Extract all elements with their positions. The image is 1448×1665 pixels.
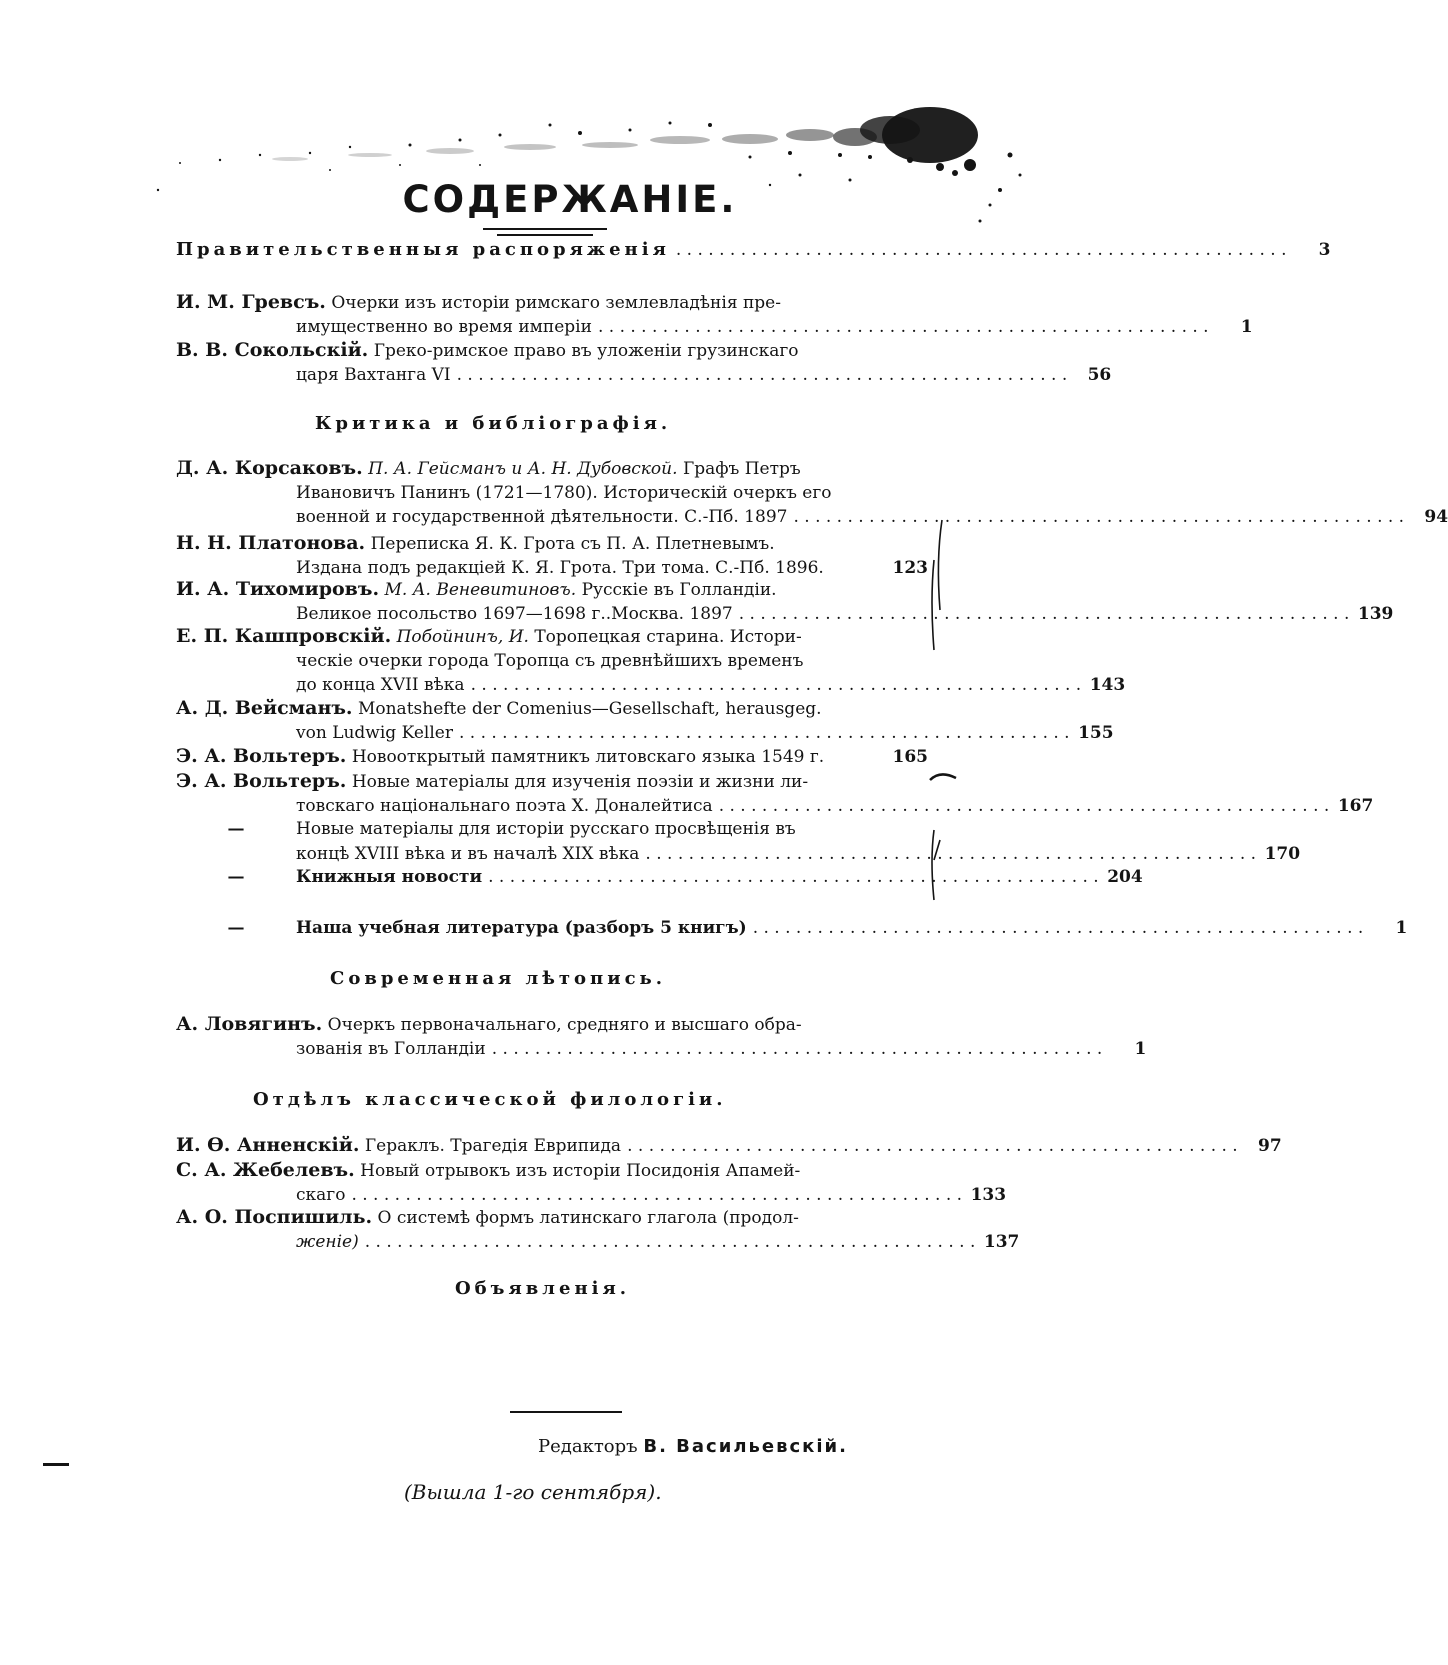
- page-number: 56: [1087, 364, 1112, 385]
- toc-entry: [176, 769, 1374, 818]
- entry-title-line: Новые матерiалы для исторiи русскаго просвѣщенiя въ: [296, 819, 796, 839]
- page-number: 1: [1240, 316, 1253, 337]
- entry-title-line: женiе): [296, 1231, 359, 1252]
- toc-entry: [176, 696, 1114, 745]
- toc-entry: [176, 1158, 1007, 1207]
- section-critique: Критика и библiографiя.: [315, 413, 672, 434]
- entry-title-line: военной и государственной дѣятельности. С.-Пб. 1897: [296, 507, 788, 527]
- entry-author: Е. П. Кашпровскiй.: [176, 625, 392, 647]
- entry-title-line: Торопецкая старина. Истори-: [534, 627, 802, 647]
- page-number: 123: [892, 557, 928, 578]
- entry-reviewed-author: Побойнинъ, И.: [396, 627, 529, 647]
- entry-title-line: Очеркъ первоначальнаго, средняго и высшаго обра-: [327, 1015, 802, 1035]
- entry-author: А. Д. Вейсманъ.: [176, 697, 353, 719]
- entry-author: И. Ө. Анненскiй.: [176, 1134, 360, 1156]
- page-number: 97: [1258, 1136, 1282, 1156]
- entry-title-line: von Ludwig Keller: [296, 722, 453, 743]
- page-number: 165: [892, 747, 928, 767]
- entry-dash: —: [227, 918, 245, 938]
- toc-entry: [176, 916, 1408, 941]
- entry-author: Д. А. Корсаковъ.: [176, 457, 363, 479]
- page-number: 170: [1264, 843, 1301, 864]
- page-number: 3: [1318, 240, 1331, 260]
- entry-title-line: скаго: [296, 1184, 346, 1205]
- page-number: 1: [1134, 1038, 1147, 1059]
- page-number: 139: [1357, 603, 1394, 624]
- entry-author: А. О. Поспишиль.: [176, 1206, 373, 1228]
- title-underline-2: [497, 234, 593, 236]
- section-gov-orders: Правительственныя распоряженiя: [176, 239, 670, 260]
- editor-line: [538, 1436, 848, 1457]
- gov-orders-entry: [176, 238, 1331, 263]
- section-advertisements: Объявленiя.: [455, 1278, 631, 1299]
- entry-author: Э. А. Вольтеръ.: [176, 745, 347, 767]
- entry-title-line: царя Вахтанга VI: [296, 364, 451, 385]
- toc-entry: [176, 624, 1126, 698]
- entry-title-line: Гераклъ. Трагедiя Еврипида: [364, 1136, 622, 1156]
- toc-entry: [176, 1205, 1020, 1254]
- entry-title-line: ческiе очерки города Торопца съ древнѣйшихъ временъ: [296, 650, 804, 671]
- entry-title-line: Переписка Я. К. Грота съ П. А. Плетневымъ.: [370, 534, 775, 554]
- entry-title-line: Издана подъ редакцiей К. Я. Грота. Три тома. С.-Пб. 1896.: [296, 557, 824, 578]
- editor-name: В. Васильевскiй.: [643, 1436, 848, 1457]
- entry-title-line: товскаго нацiональнаго поэта X. Доналейтиса: [296, 795, 713, 816]
- toc-entry: [176, 1012, 1147, 1061]
- toc-entry: [176, 577, 1394, 626]
- entry-title-line: Великое посольство 1697—1698 г..Москва. 1897: [296, 603, 733, 624]
- entry-author: С. А. Жебелевъ.: [176, 1159, 355, 1181]
- entry-title-line: концѣ XVIII вѣка и въ началѣ XIX вѣка: [296, 843, 640, 864]
- divider: [510, 1411, 622, 1413]
- entry-author: В. В. Сокольскiй.: [176, 339, 369, 361]
- page-title: СОДЕРЖАНIЕ.: [402, 178, 738, 221]
- page-number: 155: [1078, 722, 1114, 743]
- margin-dash-mark: [43, 1463, 69, 1466]
- entry-title-line: до конца XVII вѣка: [296, 675, 465, 695]
- entry-title-line: Новооткрытый памятникъ литовскаго языка 1549 г.: [351, 747, 825, 767]
- section-chronicle: Современная лѣтопись.: [330, 968, 667, 989]
- entry-title-line: имущественно во время имперiи: [296, 316, 592, 337]
- entry-author: И. А. Тихомировъ.: [176, 578, 380, 600]
- page-number: 133: [970, 1184, 1007, 1205]
- entry-author: И. М. Гревсъ.: [176, 291, 326, 313]
- toc-entry: [176, 338, 1112, 387]
- toc-entry: [176, 290, 1253, 339]
- toc-entry: [176, 865, 1143, 890]
- entry-author: Н. Н. Платонова.: [176, 532, 366, 554]
- entry-dash: —: [227, 819, 245, 839]
- entry-title-line: Русскiе въ Голландiи.: [581, 580, 777, 600]
- entry-title-line: Очерки изъ исторiи римскаго землевладѣнiя пре-: [331, 293, 781, 313]
- page-number: 143: [1089, 675, 1126, 695]
- entry-reviewed-author: М. А. Веневитиновъ.: [384, 580, 577, 600]
- toc-entry: [176, 456, 1448, 530]
- margin-pencil-marks: [920, 520, 960, 940]
- entry-title-line: Наша учебная литература (разборъ 5 книгъ): [296, 918, 747, 938]
- entry-title-line: Новые матерiалы для изученiя поэзiи и жизни ли-: [351, 772, 809, 792]
- entry-title-line: О системѣ формъ латинскаго глагола (продол-: [377, 1208, 799, 1228]
- page-number: 167: [1337, 795, 1374, 816]
- page-number: 94: [1424, 507, 1448, 527]
- entry-title-line: Monatshefte der Comenius—Gesellschaft, herausgeg.: [357, 699, 822, 719]
- page-number: 204: [1107, 867, 1143, 887]
- entry-title-line: Греко-римское право въ уложенiи грузинскаго: [373, 341, 799, 361]
- editor-label: Редакторъ: [538, 1436, 638, 1457]
- title-underline: [483, 228, 607, 230]
- entry-reviewed-author: П. А. Гейсманъ и А. Н. Дубовской.: [368, 459, 678, 479]
- entry-title-line: Графъ Петръ: [682, 459, 801, 479]
- toc-entry: [176, 817, 1301, 866]
- page-number: 1: [1395, 918, 1408, 938]
- toc-entry: [176, 1133, 1282, 1158]
- section-classical-philology: Отдѣлъ классической филологiи.: [253, 1089, 727, 1110]
- release-date: (Вышла 1-го сентября).: [404, 1480, 662, 1504]
- entry-title-line: Новый отрывокъ изъ исторiи Посидонiя Апамей-: [360, 1161, 801, 1181]
- entry-title-line: зованiя въ Голландiи: [296, 1038, 486, 1059]
- entry-dash: —: [227, 867, 245, 887]
- entry-author: А. Ловягинъ.: [176, 1013, 323, 1035]
- toc-entry: [176, 744, 928, 769]
- entry-author: Э. А. Вольтеръ.: [176, 770, 347, 792]
- entry-title-line: Книжныя новости: [296, 867, 483, 887]
- toc-entry: [176, 531, 928, 580]
- entry-title-line: Ивановичъ Панинъ (1721—1780). Историческiй очеркъ его: [296, 482, 832, 503]
- page-number: 137: [983, 1231, 1020, 1252]
